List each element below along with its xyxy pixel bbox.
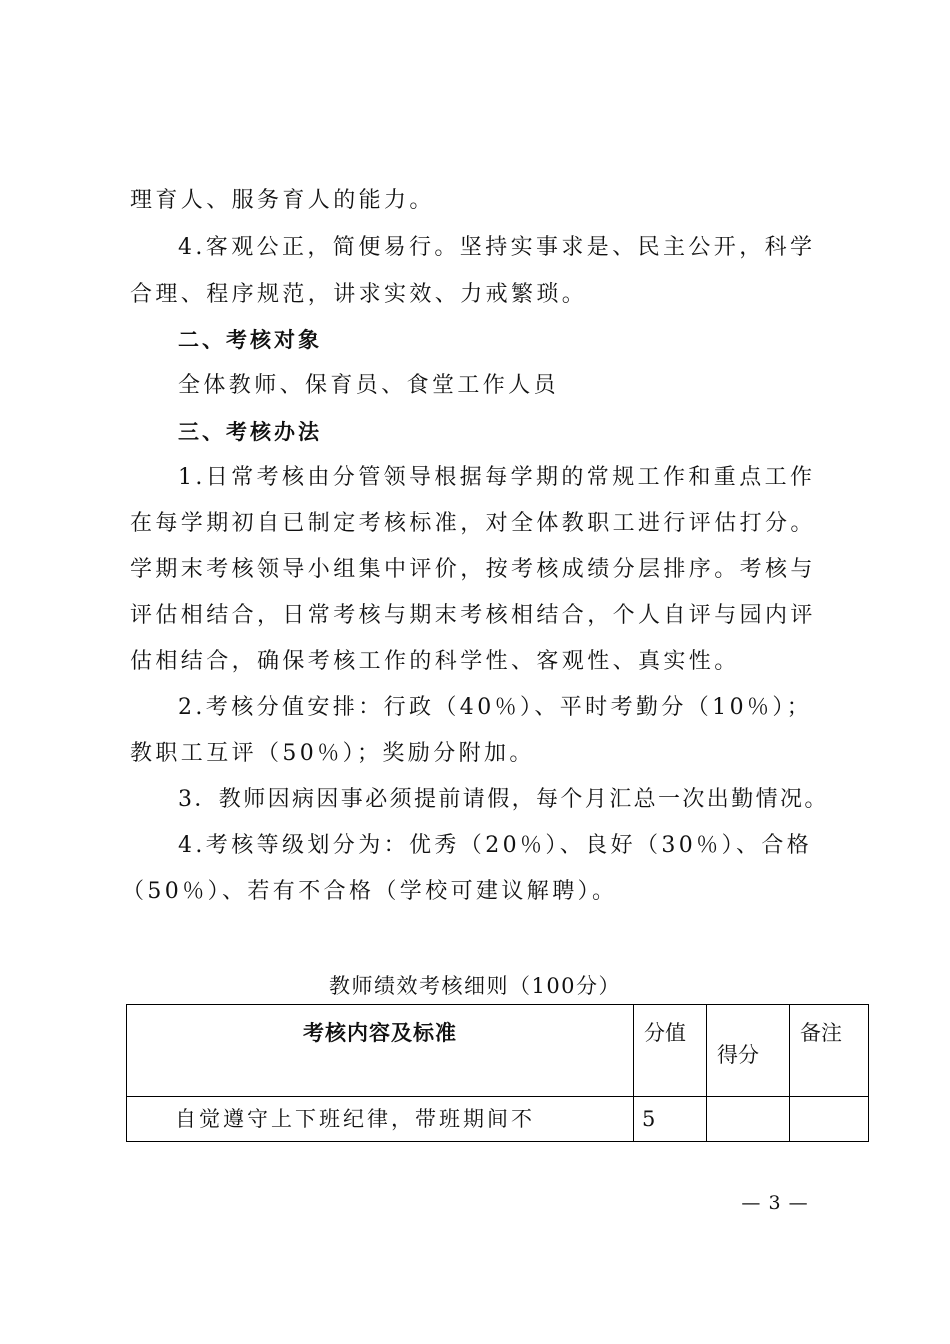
paragraph-line: （50％）、若有不合格（学校可建议解聘）。 [122,879,618,904]
paragraph-line: 学期末考核领导小组集中评价，按考核成绩分层排序。考核与 [130,557,816,582]
page-number: — 3 — [741,1192,809,1214]
table-caption: 教师绩效考核细则（100分） [328,974,622,998]
paragraph-line: 合理、程序规范，讲求实效、力戒繁琐。 [130,282,588,307]
section-heading: 二、考核对象 [178,328,322,352]
paragraph-line: 估相结合，确保考核工作的科学性、客观性、真实性。 [130,649,740,674]
header-remark: 备注 [790,1005,869,1097]
section-heading: 三、考核办法 [178,420,322,444]
assessment-table [126,1004,869,1142]
row-content: 自觉遵守上下班纪律，带班期间不 [127,1097,634,1142]
paragraph-line: 4.考核等级划分为：优秀（20％）、良好（30％）、合格 [178,833,813,858]
paragraph-line: 1.日常考核由分管领导根据每学期的常规工作和重点工作 [178,465,816,490]
table-row [127,1097,869,1142]
paragraph-line: 3．教师因病因事必须提前请假，每个月汇总一次出勤情况。 [178,787,829,812]
row-remark[interactable] [790,1097,869,1142]
paragraph-line: 教职工互评（50％）；奖励分附加。 [130,741,535,766]
paragraph-line: 2.考核分值安排：行政（40％）、平时考勤分（10％）； [178,695,813,720]
table-header-row [127,1005,869,1097]
header-content: 考核内容及标准 [127,1005,634,1097]
paragraph-line: 评估相结合，日常考核与期末考核相结合，个人自评与园内评 [130,603,816,628]
paragraph-line: 全体教师、保育员、食堂工作人员 [178,373,560,398]
paragraph-line: 4.客观公正，简便易行。坚持实事求是、民主公开，科学 [178,235,816,260]
row-obtained[interactable] [707,1097,790,1142]
header-obtained: 得分 [707,1005,790,1097]
paragraph-line: 在每学期初自已制定考核标准，对全体教职工进行评估打分。 [130,511,816,536]
row-score: 5 [634,1097,707,1142]
header-score: 分值 [634,1005,707,1097]
paragraph-line: 理育人、服务育人的能力。 [130,188,435,213]
